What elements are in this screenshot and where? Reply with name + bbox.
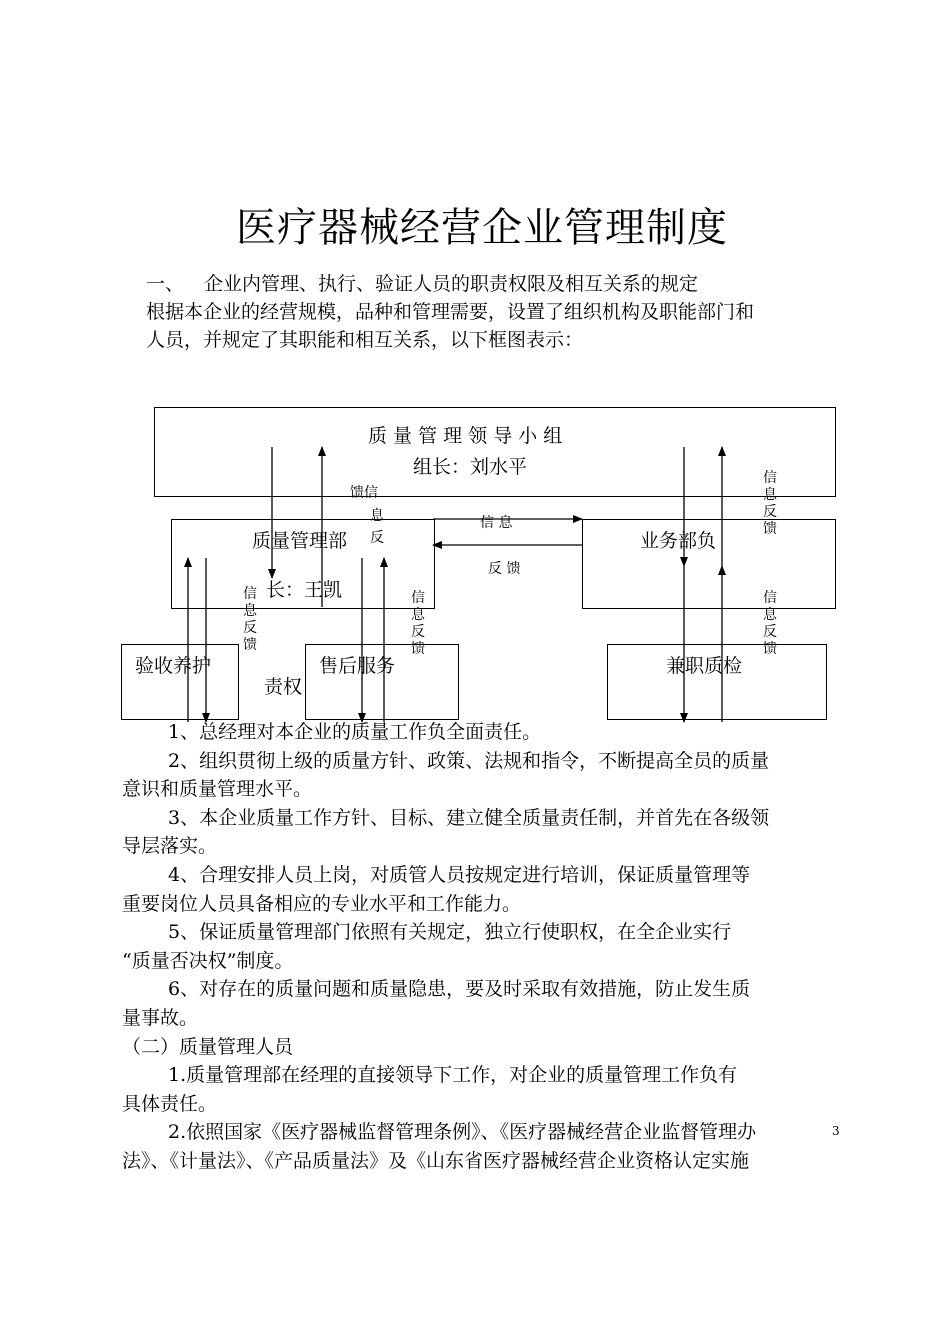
body-line: 2.依照国家《医疗器械监督管理条例》、《医疗器械经营企业监督管理办 [168,1121,757,1144]
body-line: 5、保证质量管理部门依照有关规定，独立行使职权，在全企业实行 [168,921,732,944]
vertical-feedback-label-3: 信息反馈 [243,586,257,653]
body-line: 2、组织贯彻上级的质量方针、政策、法规和指令，不断提高全员的质量 [168,749,770,772]
intro-line-2: 根据本企业的经营规模，品种和管理需要，设置了组织机构及职能部门和 [146,301,755,323]
body-line: 重要岗位人员具备相应的专业水平和工作能力。 [122,892,522,915]
arrow-feedback-label: 反 馈 [488,561,521,577]
body-line: 导层落实。 [122,835,218,858]
body-subheading: （二）质量管理人员 [122,1035,294,1058]
section-heading-number: 一、 [146,273,185,295]
qm-dept-label: 质量管理部 [252,530,348,552]
body-text [122,718,852,1118]
center-feedback-b: 息 [370,508,384,524]
page-title: 医疗器械经营企业管理制度 [236,205,728,251]
overlap-fragment: 责权 [264,676,303,698]
vertical-feedback-label-2: 信息反馈 [763,590,777,657]
body-line: 法》、《计量法》、《产品质量法》及《山东省医疗器械经营企业资格认定实施 [122,1150,750,1172]
body-line: 意识和质量管理水平。 [122,778,313,801]
center-feedback-a: 馈信 [350,485,378,501]
body-line: 1、总经理对本企业的质量工作负全面责任。 [168,721,542,743]
body-line: 具体责任。 [122,1092,218,1115]
vertical-feedback-label-4: 信息反馈 [411,590,425,657]
intro-line-3: 人员，并规定了其职能和相互关系，以下框图表示： [146,329,584,351]
qm-dept-head: 长：王凯 [266,579,343,601]
part-time-qc-label: 兼职质检 [666,655,743,677]
body-line: 1.质量管理部在经理的直接领导下工作，对企业的质量管理工作负有 [168,1064,738,1087]
body-line: “质量否决权”制度。 [122,949,294,972]
acceptance-label: 验收养护 [135,655,212,677]
vertical-feedback-label-1: 信息反馈 [763,470,777,537]
arrow-info-label: 信 息 [480,515,513,531]
leader-group-title: 质 量 管 理 领 导 小 组 [368,425,563,447]
section-heading: 企业内管理、执行、验证人员的职责权限及相互关系的规定 [204,273,699,295]
center-feedback-c: 反 [370,530,384,546]
leader-group-head: 组长：刘水平 [413,456,528,478]
after-sales-label: 售后服务 [319,655,396,677]
body-line: 4、合理安排人员上岗，对质管人员按规定进行培训，保证质量管理等 [168,864,751,886]
biz-dept-label: 业务部负 [640,530,717,552]
body-line: 6、对存在的质量问题和质量隐患，要及时采取有效措施，防止发生质 [168,978,751,1001]
body-line: 量事故。 [122,1007,199,1029]
page-number: 3 [832,1124,840,1138]
body-line: 3、本企业质量工作方针、目标、建立健全质量责任制，并首先在各级领 [168,806,770,829]
